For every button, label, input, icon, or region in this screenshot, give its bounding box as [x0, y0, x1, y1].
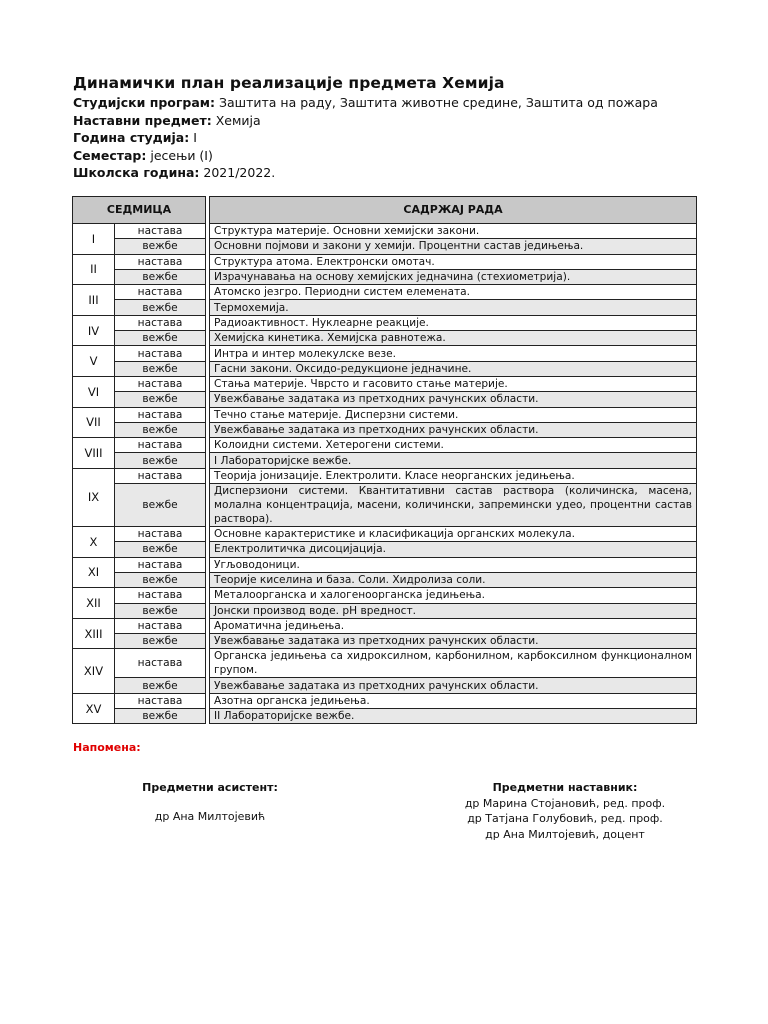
study-year-value: I [193, 130, 197, 145]
session-type: настава [115, 224, 206, 239]
table-row [73, 254, 697, 269]
session-type: настава [115, 376, 206, 391]
week-number: IX [73, 468, 115, 526]
session-content: Металоорганска и халогеноорганска једињења. [210, 588, 697, 603]
subject-label: Наставни предмет: [73, 112, 212, 128]
table-row [73, 438, 697, 453]
session-content: Електролитичка дисоцијација. [210, 542, 697, 557]
session-type: настава [115, 557, 206, 572]
study-program-line [73, 94, 713, 112]
session-content: Интра и интер молекулске везе. [210, 346, 697, 361]
subject-line [73, 112, 713, 130]
session-content: Структура материје. Основни хемијски закони. [210, 224, 697, 239]
table-row [73, 453, 697, 468]
session-content: Радиоактивност. Нуклеарне реакције. [210, 315, 697, 330]
session-content: Атомско језгро. Периодни систем елемената. [210, 285, 697, 300]
teacher-label: Предметни наставник: [492, 781, 638, 794]
assistant-signature [140, 780, 280, 825]
session-content: Основни појмови и закони у хемији. Процентни састав једињења. [210, 239, 697, 254]
session-type: вежбе [115, 331, 206, 346]
table-row [73, 468, 697, 483]
week-number: VII [73, 407, 115, 438]
teacher-name: др Марина Стојановић, ред. проф. [464, 796, 666, 810]
table-row [73, 422, 697, 437]
session-content: Колоидни системи. Хетерогени системи. [210, 438, 697, 453]
session-content: Теорије киселина и база. Соли. Хидролиза соли. [210, 572, 697, 587]
session-content: Ароматична једињења. [210, 618, 697, 633]
table-row [73, 361, 697, 376]
school-year-value: 2021/2022. [203, 165, 276, 180]
week-number: V [73, 346, 115, 377]
session-content: Азотна органска једињења. [210, 693, 697, 708]
session-type: настава [115, 468, 206, 483]
session-type: вежбе [115, 709, 206, 724]
session-type: настава [115, 527, 206, 542]
session-type: вежбе [115, 239, 206, 254]
session-type: вежбе [115, 269, 206, 284]
session-content: II Лабораторијске вежбе. [210, 709, 697, 724]
session-type: вежбе [115, 678, 206, 693]
session-type: настава [115, 315, 206, 330]
session-content: Увежбавање задатака из претходних рачунских области. [210, 678, 697, 693]
session-content: Увежбавање задатака из претходних рачунских области. [210, 634, 697, 649]
week-number: XV [73, 693, 115, 724]
session-type: настава [115, 618, 206, 633]
table-row [73, 346, 697, 361]
semester-line [73, 147, 713, 165]
table-row [73, 269, 697, 284]
table-row [73, 572, 697, 587]
session-type: настава [115, 285, 206, 300]
table-row [73, 603, 697, 618]
table-row [73, 527, 697, 542]
table-row [73, 588, 697, 603]
session-type: настава [115, 438, 206, 453]
session-type: настава [115, 346, 206, 361]
session-type: настава [115, 588, 206, 603]
session-content: Теорија јонизације. Електролити. Класе неорганских једињења. [210, 468, 697, 483]
session-type: вежбе [115, 453, 206, 468]
week-number: VI [73, 376, 115, 407]
session-type: вежбе [115, 422, 206, 437]
table-row [73, 392, 697, 407]
week-number: II [73, 254, 115, 285]
session-type: вежбе [115, 542, 206, 557]
week-number: III [73, 285, 115, 316]
study-year-line [73, 129, 713, 147]
schedule-table [72, 196, 697, 724]
column-header-week: СЕДМИЦА [73, 197, 206, 224]
table-row [73, 300, 697, 315]
assistant-name: др Ана Милтојевић [154, 810, 266, 823]
table-row [73, 315, 697, 330]
session-type: вежбе [115, 392, 206, 407]
week-number: I [73, 224, 115, 255]
table-row [73, 542, 697, 557]
semester-label: Семестар: [73, 147, 147, 163]
school-year-label: Школска година: [73, 165, 200, 180]
table-row [73, 285, 697, 300]
table-row [73, 239, 697, 254]
table-row [73, 407, 697, 422]
session-content: Течно стање материје. Дисперзни системи. [210, 407, 697, 422]
week-number: X [73, 527, 115, 558]
table-row [73, 376, 697, 391]
table-row [73, 693, 697, 708]
table-row [73, 557, 697, 572]
column-header-content: САДРЖАЈ РАДА [210, 197, 697, 224]
session-content: Стања материје. Чврсто и гасовито стање материје. [210, 376, 697, 391]
schedule-body [73, 224, 697, 724]
note-label: Напомена: [73, 741, 141, 754]
session-type: вежбе [115, 634, 206, 649]
study-program-label: Студијски програм: [73, 95, 216, 110]
week-number: VIII [73, 438, 115, 469]
session-content: Гасни закони. Оксидо-редукционе једначине. [210, 361, 697, 376]
session-content: Увежбавање задатака из претходних рачунских области. [210, 392, 697, 407]
session-type: настава [115, 407, 206, 422]
table-row [73, 618, 697, 633]
week-number: XI [73, 557, 115, 588]
table-row [73, 709, 697, 724]
session-type: вежбе [115, 572, 206, 587]
page-title: Динамички план реализације предмета Хемија [73, 74, 505, 92]
week-number: XIV [73, 649, 115, 693]
session-type: вежбе [115, 603, 206, 618]
session-content: Угљоводоници. [210, 557, 697, 572]
teacher-name: др Ана Милтојевић, доцент [485, 827, 645, 841]
week-number: XIII [73, 618, 115, 649]
schedule-table-container [72, 196, 696, 724]
session-content: Термохемија. [210, 300, 697, 315]
table-row [73, 484, 697, 527]
session-content: Хемијска кинетика. Хемијска равнотежа. [210, 331, 697, 346]
session-content: Органска једињења са хидроксилном, карбонилном, карбоксилном функционалном групом. [210, 649, 697, 678]
table-row [73, 678, 697, 693]
school-year-line [73, 164, 713, 182]
study-program-value: Заштита на раду, Заштита животне средине, Заштита од пожара [219, 95, 658, 110]
session-content: I Лабораторијске вежбе. [210, 453, 697, 468]
session-content: Израчунавања на основу хемијских једначина (стехиометрија). [210, 269, 697, 284]
document-header [73, 74, 713, 182]
session-content: Јонски производ воде. pH вредност. [210, 603, 697, 618]
assistant-label: Предметни асистент: [142, 781, 278, 794]
teacher-signature [445, 780, 685, 842]
session-type: настава [115, 649, 206, 678]
session-type: вежбе [115, 361, 206, 376]
table-row [73, 634, 697, 649]
week-number: XII [73, 588, 115, 619]
teacher-name: др Татјана Голубовић, ред. проф. [467, 812, 663, 825]
week-number: IV [73, 315, 115, 346]
session-content: Основне карактеристике и класификација органских молекула. [210, 527, 697, 542]
subject-value: Хемија [215, 112, 261, 128]
session-type: вежбе [115, 484, 206, 527]
table-row [73, 649, 697, 678]
session-content: Увежбавање задатака из претходних рачунских области. [210, 422, 697, 437]
session-type: настава [115, 693, 206, 708]
session-content: Дисперзиони системи. Квантитативни састав раствора (количинска, масена, молална концентрација, масени, количински, запремински удео, процентни састав раствора). [210, 484, 697, 527]
study-year-label: Година студија: [73, 130, 190, 145]
table-row [73, 224, 697, 239]
semester-value: јесењи (I) [150, 147, 213, 163]
table-row [73, 331, 697, 346]
session-type: вежбе [115, 300, 206, 315]
session-content: Структура атома. Електронски омотач. [210, 254, 697, 269]
session-type: настава [115, 254, 206, 269]
